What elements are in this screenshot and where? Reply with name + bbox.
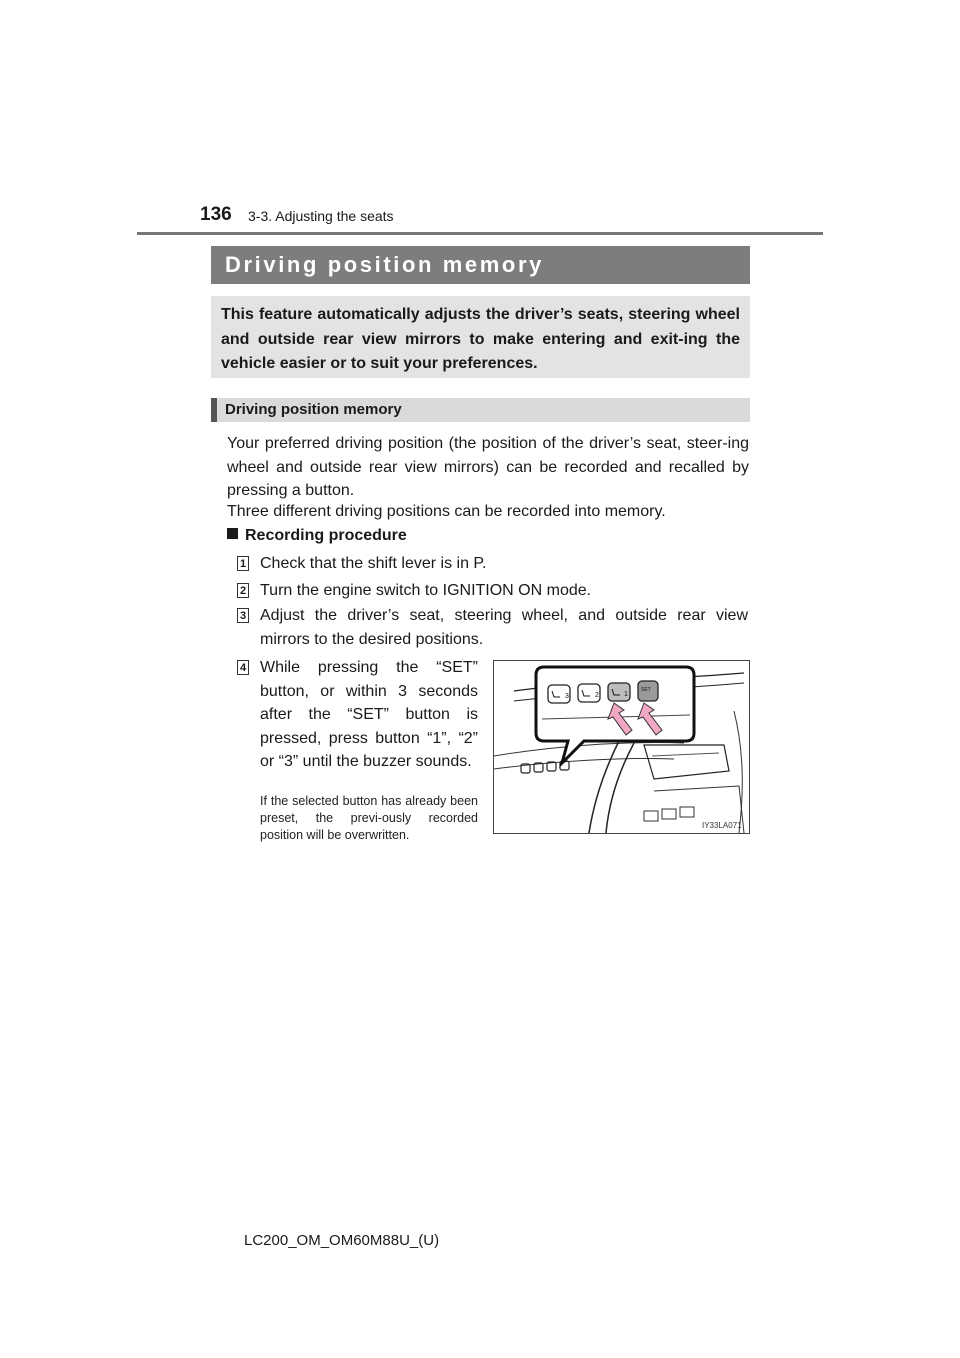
step-text-2: Turn the engine switch to IGNITION ON mode.: [260, 582, 592, 599]
paragraph-description: Your preferred driving position (the position of the driver’s seat, steer-ing wheel and outside rear view mirrors) can be recorded and recalled by pressing a button.: [227, 435, 749, 499]
header-divider: [137, 232, 823, 235]
memory-buttons-figure: [493, 660, 750, 834]
paragraph-memory-count: Three different driving positions can be recorded into memory.: [227, 503, 666, 520]
step-number-1: 1: [237, 556, 249, 571]
step-text-4: While pressing the “SET” button, or within 3 seconds after the “SET” button is pressed, press button “1”, “2” or “3” until the buzzer sounds.: [260, 659, 478, 770]
procedure-heading: [227, 527, 407, 545]
step-4-note: If the selected button has already been preset, the previ-ously recorded position will be overwritten.: [260, 794, 478, 842]
chapter-title: Driving position memory: [211, 246, 750, 284]
door-panel-illustration: [494, 661, 749, 833]
step-number-2: 2: [237, 583, 249, 598]
button-label-set: SET: [641, 687, 651, 693]
step-number-4: 4: [237, 660, 249, 675]
button-label-2: 2: [595, 692, 599, 699]
procedure-heading-text: Recording procedure: [245, 527, 407, 544]
step-text-1: Check that the shift lever is in P.: [260, 555, 487, 572]
footer-code: LC200_OM_OM60M88U_(U): [244, 1232, 440, 1249]
step-number-3: 3: [237, 608, 249, 623]
figure-code: IY33LA071: [702, 821, 742, 830]
subsection-heading: Driving position memory: [211, 398, 750, 422]
page-number: 136: [200, 204, 232, 225]
button-label-1: 1: [624, 691, 628, 698]
step-text-3: Adjust the driver’s seat, steering wheel, and outside rear view mirrors to the desired positions.: [260, 607, 748, 648]
button-label-3: 3: [565, 693, 569, 700]
square-bullet-icon: [227, 528, 238, 539]
section-title: 3-3. Adjusting the seats: [248, 208, 394, 224]
intro-box: This feature automatically adjusts the driver’s seats, steering wheel and outside rear view mirrors to make entering and exit-ing the vehicle easier or to suit your preferences.: [211, 296, 750, 378]
